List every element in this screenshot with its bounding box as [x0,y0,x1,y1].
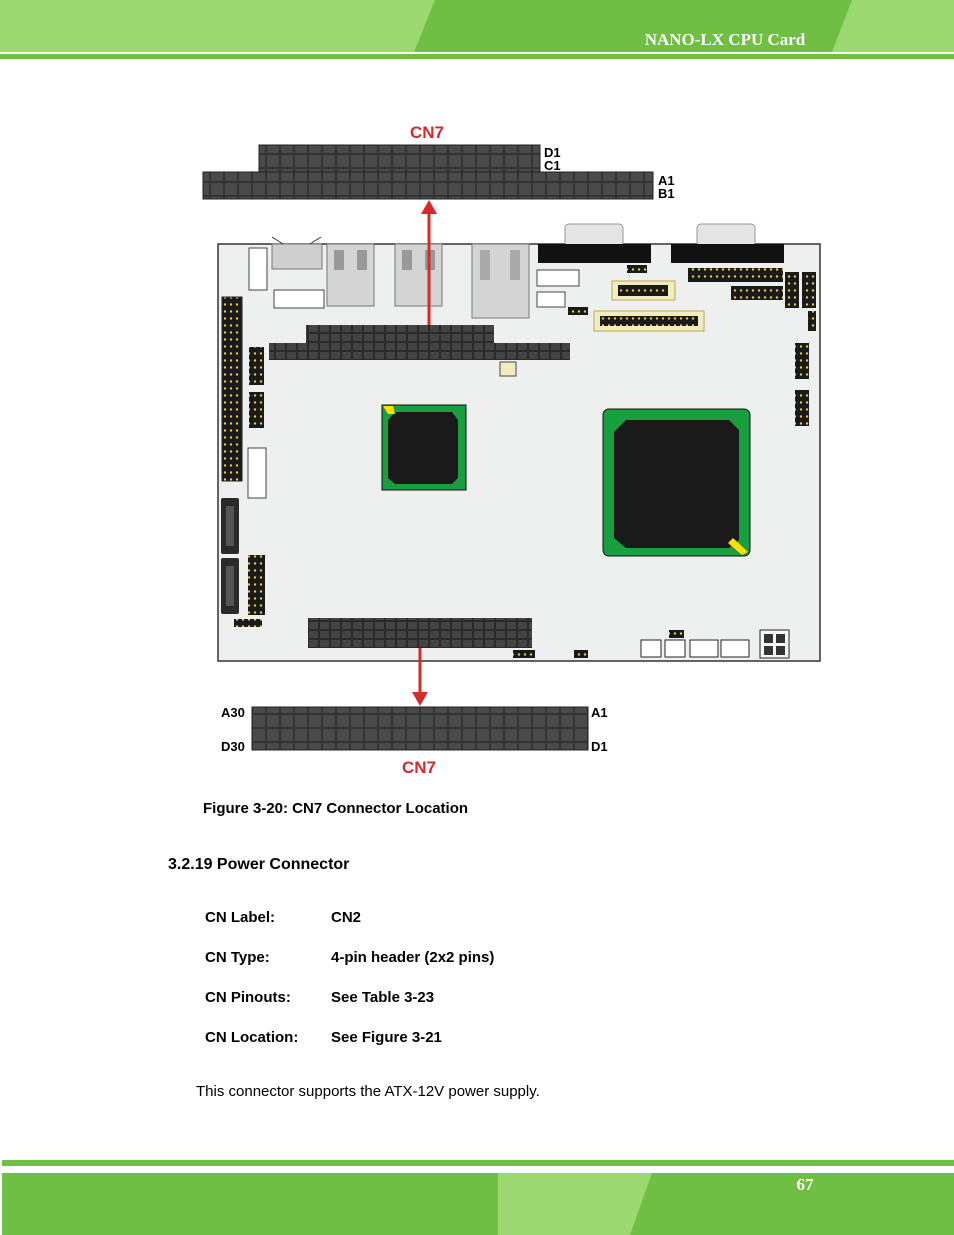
spec-label-cn-location: CN Location: [205,1029,299,1046]
d1-bottom-label: D1 [591,739,608,754]
cn7-top-label: CN7 [410,123,445,142]
figure-caption: Figure 3-20: CN7 Connector Location [203,800,469,817]
spec-value-cn-label: CN2 [331,909,362,926]
d30-label: D30 [221,739,245,754]
cn7-top-zoom [203,145,653,199]
a1-top-label: A1 [658,173,675,188]
a30-label: A30 [221,705,245,720]
spec-label-cn-type: CN Type: [205,949,270,966]
b1-top-label: B1 [658,186,675,201]
header-title: NANO-LX CPU Card [644,30,806,49]
page-number: 67 [796,1175,814,1194]
spec-label-cn-label: CN Label: [205,909,276,926]
cn7-bottom-zoom [252,707,588,750]
spec-value-cn-location: See Figure 3-21 [331,1029,442,1046]
spec-value-cn-pinouts: See Table 3-23 [331,989,435,1006]
c1-top-label: C1 [544,158,561,173]
cn7-connector-figure [190,115,830,785]
d1-top-label: D1 [544,145,561,160]
spec-value-cn-type: 4-pin header (2x2 pins) [331,949,495,966]
footer-band [0,1160,954,1235]
spec-label-cn-pinouts: CN Pinouts: [205,989,291,1006]
body-paragraph: This connector supports the ATX-12V power supply. [196,1083,540,1100]
cn7-bottom-label: CN7 [402,758,437,777]
section-title: 3.2.19 Power Connector [168,856,350,873]
board [218,224,820,661]
a1-bottom-label: A1 [591,705,608,720]
